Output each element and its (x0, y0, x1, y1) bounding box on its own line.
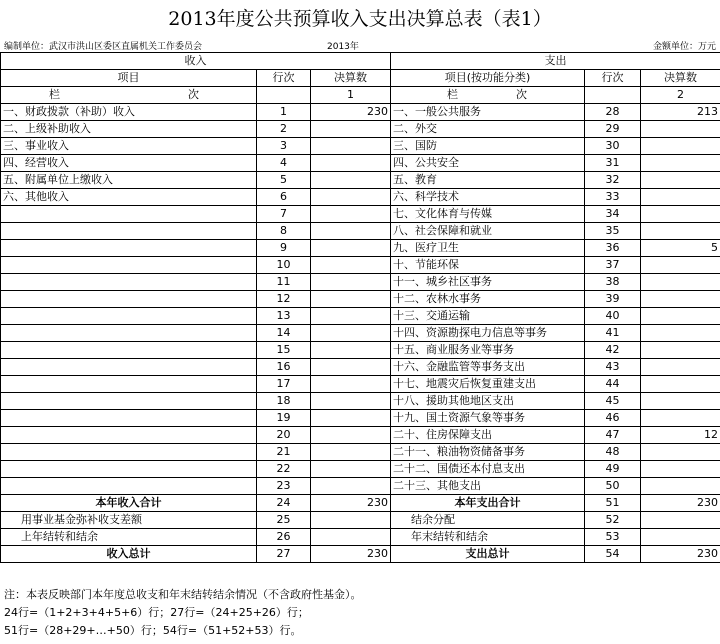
expense-item-cell: 本年支出合计 (391, 495, 585, 512)
table-row (1, 274, 720, 291)
income-amount-cell: 230 (311, 495, 391, 512)
expense-amount-cell (641, 121, 720, 138)
expense-item-cell: 二十二、国债还本付息支出 (391, 461, 585, 478)
income-row-no-cell: 10 (257, 257, 311, 274)
income-section-header: 收入 (1, 53, 391, 70)
expense-amount-cell (641, 376, 720, 393)
income-row-no-cell: 25 (257, 512, 311, 529)
table-row (1, 478, 720, 495)
income-lan-ci-cell (1, 87, 257, 104)
income-item-cell (1, 325, 257, 342)
table-row (1, 257, 720, 274)
income-row-no-cell: 18 (257, 393, 311, 410)
expense-row-no-cell: 31 (585, 155, 641, 172)
budget-table (0, 52, 720, 563)
income-item-header: 项目 (1, 70, 257, 87)
income-row-no-cell: 12 (257, 291, 311, 308)
expense-row-no-cell: 43 (585, 359, 641, 376)
income-item-cell: 三、事业收入 (1, 138, 257, 155)
expense-row-no-cell: 41 (585, 325, 641, 342)
expense-amount-cell: 5 (641, 240, 720, 257)
expense-amount-cell: 213 (641, 104, 720, 121)
lan-label: 栏 (49, 88, 60, 101)
table-row (1, 495, 720, 512)
expense-amount-cell (641, 410, 720, 427)
income-item-cell: 上年结转和结余 (1, 529, 257, 546)
expense-item-cell: 支出总计 (391, 546, 585, 563)
expense-amount-cell: 230 (641, 495, 720, 512)
expense-amount-header: 决算数 (641, 70, 720, 87)
table-row (1, 546, 720, 563)
expense-row-no-cell: 33 (585, 189, 641, 206)
expense-row-no-cell: 53 (585, 529, 641, 546)
table-row (1, 172, 720, 189)
income-item-cell (1, 410, 257, 427)
income-amount-cell (311, 359, 391, 376)
expense-item-cell: 七、文化体育与传媒 (391, 206, 585, 223)
amount-unit: 金额单位：万元 (652, 42, 716, 52)
expense-row-no-cell: 46 (585, 410, 641, 427)
income-row-no-cell: 7 (257, 206, 311, 223)
income-amount-cell (311, 461, 391, 478)
table-row (1, 308, 720, 325)
income-item-cell: 本年收入合计 (1, 495, 257, 512)
expense-row-no-cell: 38 (585, 274, 641, 291)
income-row-no-cell: 21 (257, 444, 311, 461)
expense-item-cell: 八、社会保障和就业 (391, 223, 585, 240)
ci-label: 次 (516, 88, 527, 101)
income-row-no-cell: 1 (257, 104, 311, 121)
income-amount-cell (311, 393, 391, 410)
table-row (1, 189, 720, 206)
expense-item-cell: 十四、资源勘探电力信息等事务 (391, 325, 585, 342)
expense-item-cell: 一、一般公共服务 (391, 104, 585, 121)
income-row-no-cell: 9 (257, 240, 311, 257)
income-row-no-cell: 16 (257, 359, 311, 376)
income-row-no-cell: 27 (257, 546, 311, 563)
expense-item-cell: 五、教育 (391, 172, 585, 189)
expense-amount-cell (641, 393, 720, 410)
report-year: 2013年 (327, 42, 359, 52)
table-row (1, 223, 720, 240)
table-row (1, 104, 720, 121)
income-item-cell (1, 393, 257, 410)
income-row-no-cell: 13 (257, 308, 311, 325)
expense-row-no-cell: 34 (585, 206, 641, 223)
expense-amount-cell (641, 206, 720, 223)
table-row (1, 138, 720, 155)
income-item-cell (1, 257, 257, 274)
expense-item-cell: 年末结转和结余 (391, 529, 585, 546)
expense-row-no-cell: 51 (585, 495, 641, 512)
ci-label: 次 (188, 88, 199, 101)
income-item-cell: 五、附属单位上缴收入 (1, 172, 257, 189)
expense-item-cell: 十一、城乡社区事务 (391, 274, 585, 291)
income-item-cell (1, 240, 257, 257)
expense-amount-cell (641, 223, 720, 240)
income-row-no-cell: 14 (257, 325, 311, 342)
table-row (1, 427, 720, 444)
expense-row-no-cell: 35 (585, 223, 641, 240)
expense-row-no-header: 行次 (585, 70, 641, 87)
income-amount-cell (311, 529, 391, 546)
expense-amount-cell (641, 274, 720, 291)
expense-row-no-cell: 54 (585, 546, 641, 563)
expense-amount-cell (641, 359, 720, 376)
table-row (1, 359, 720, 376)
expense-item-cell: 三、国防 (391, 138, 585, 155)
expense-row-no-cell: 50 (585, 478, 641, 495)
income-row-no-cell: 8 (257, 223, 311, 240)
expense-row-no-cell: 42 (585, 342, 641, 359)
expense-item-cell: 十八、援助其他地区支出 (391, 393, 585, 410)
income-amount-cell (311, 427, 391, 444)
income-amount-cell (311, 223, 391, 240)
income-amount-cell (311, 512, 391, 529)
expense-amount-cell (641, 155, 720, 172)
expense-row-no-cell: 37 (585, 257, 641, 274)
expense-amount-cell (641, 444, 720, 461)
expense-amount-cell (641, 512, 720, 529)
expense-item-cell: 二、外交 (391, 121, 585, 138)
income-row-no-cell: 3 (257, 138, 311, 155)
income-item-cell (1, 359, 257, 376)
expense-item-cell: 二十一、粮油物资储备事务 (391, 444, 585, 461)
income-row-no-cell: 2 (257, 121, 311, 138)
expense-amount-cell (641, 291, 720, 308)
income-col-index: 1 (311, 87, 391, 104)
income-row-no-cell: 17 (257, 376, 311, 393)
table-row (1, 444, 720, 461)
note-line: 注：本表反映部门本年度总收支和年末结转结余情况（不含政府性基金）。 (4, 588, 362, 601)
expense-row-no-cell: 39 (585, 291, 641, 308)
income-amount-cell (311, 291, 391, 308)
expense-item-cell: 结余分配 (391, 512, 585, 529)
income-row-no-cell: 23 (257, 478, 311, 495)
income-row-no-cell: 22 (257, 461, 311, 478)
income-item-cell: 二、上级补助收入 (1, 121, 257, 138)
expense-amount-cell (641, 308, 720, 325)
table-row (1, 342, 720, 359)
income-row-no-cell: 26 (257, 529, 311, 546)
table-row (1, 206, 720, 223)
expense-amount-cell (641, 189, 720, 206)
expense-row-no-cell: 36 (585, 240, 641, 257)
table-row (1, 376, 720, 393)
income-amount-header: 决算数 (311, 70, 391, 87)
expense-amount-cell: 12 (641, 427, 720, 444)
expense-item-cell: 六、科学技术 (391, 189, 585, 206)
income-row-no-cell: 20 (257, 427, 311, 444)
income-row-no-cell: 11 (257, 274, 311, 291)
income-amount-cell (311, 325, 391, 342)
income-item-cell (1, 444, 257, 461)
expense-item-cell: 十二、农林水事务 (391, 291, 585, 308)
expense-row-no-cell: 40 (585, 308, 641, 325)
income-amount-cell (311, 478, 391, 495)
table-row (1, 393, 720, 410)
expense-item-cell: 十五、商业服务业等事务 (391, 342, 585, 359)
income-item-cell (1, 478, 257, 495)
empty-cell (585, 87, 641, 104)
expense-item-cell: 十七、地震灾后恢复重建支出 (391, 376, 585, 393)
income-amount-cell (311, 376, 391, 393)
income-amount-cell (311, 155, 391, 172)
income-amount-cell (311, 308, 391, 325)
preparing-unit: 编制单位：武汉市洪山区委区直属机关工作委员会 (4, 42, 203, 52)
expense-amount-cell: 230 (641, 546, 720, 563)
income-row-no-cell: 6 (257, 189, 311, 206)
table-row (1, 461, 720, 478)
expense-row-no-cell: 48 (585, 444, 641, 461)
income-amount-cell (311, 342, 391, 359)
income-item-cell (1, 291, 257, 308)
column-index-row (1, 87, 720, 104)
income-row-no-cell: 24 (257, 495, 311, 512)
income-item-cell (1, 223, 257, 240)
expense-amount-cell (641, 257, 720, 274)
expense-item-cell: 十九、国土资源气象等事务 (391, 410, 585, 427)
expense-row-no-cell: 49 (585, 461, 641, 478)
expense-row-no-cell: 52 (585, 512, 641, 529)
expense-amount-cell (641, 529, 720, 546)
income-amount-cell (311, 257, 391, 274)
income-amount-cell: 230 (311, 104, 391, 121)
expense-item-header: 项目(按功能分类) (391, 70, 585, 87)
note-line: 24行=（1+2+3+4+5+6）行；27行=（24+25+26）行； (4, 606, 309, 619)
income-item-cell (1, 461, 257, 478)
income-amount-cell (311, 172, 391, 189)
income-item-cell: 四、经营收入 (1, 155, 257, 172)
expense-row-no-cell: 47 (585, 427, 641, 444)
income-item-cell: 收入总计 (1, 546, 257, 563)
income-row-no-cell: 4 (257, 155, 311, 172)
expense-lan-ci-cell (391, 87, 585, 104)
note-line: 51行=（28+29+…+50）行；54行=（51+52+53）行。 (4, 624, 302, 637)
expense-item-cell: 二十、住房保障支出 (391, 427, 585, 444)
income-amount-cell (311, 274, 391, 291)
income-amount-cell: 230 (311, 546, 391, 563)
income-row-no-header: 行次 (257, 70, 311, 87)
income-amount-cell (311, 189, 391, 206)
expense-item-cell: 十六、金融监管等事务支出 (391, 359, 585, 376)
table-row (1, 410, 720, 427)
income-row-no-cell: 19 (257, 410, 311, 427)
expense-amount-cell (641, 342, 720, 359)
expense-amount-cell (641, 478, 720, 495)
income-amount-cell (311, 444, 391, 461)
income-amount-cell (311, 206, 391, 223)
expense-row-no-cell: 32 (585, 172, 641, 189)
income-row-no-cell: 5 (257, 172, 311, 189)
income-item-cell (1, 206, 257, 223)
expense-row-no-cell: 44 (585, 376, 641, 393)
expense-row-no-cell: 30 (585, 138, 641, 155)
income-amount-cell (311, 138, 391, 155)
column-header-row (1, 70, 720, 87)
lan-label: 栏 (447, 88, 458, 101)
income-amount-cell (311, 410, 391, 427)
expense-row-no-cell: 45 (585, 393, 641, 410)
expense-item-cell: 四、公共安全 (391, 155, 585, 172)
table-row (1, 529, 720, 546)
income-item-cell (1, 376, 257, 393)
empty-cell (257, 87, 311, 104)
table-notes (4, 586, 362, 640)
expense-item-cell: 十三、交通运输 (391, 308, 585, 325)
expense-col-index: 2 (641, 87, 720, 104)
expense-item-cell: 十、节能环保 (391, 257, 585, 274)
income-row-no-cell: 15 (257, 342, 311, 359)
expense-item-cell: 二十三、其他支出 (391, 478, 585, 495)
income-item-cell (1, 342, 257, 359)
expense-item-cell: 九、医疗卫生 (391, 240, 585, 257)
report-title: 2013年度公共预算收入支出决算总表（表1） (168, 8, 552, 30)
income-item-cell (1, 274, 257, 291)
expense-row-no-cell: 29 (585, 121, 641, 138)
income-item-cell (1, 308, 257, 325)
section-header-row (1, 53, 720, 70)
expense-row-no-cell: 28 (585, 104, 641, 121)
table-row (1, 155, 720, 172)
expense-section-header: 支出 (391, 53, 720, 70)
income-item-cell (1, 427, 257, 444)
income-item-cell: 六、其他收入 (1, 189, 257, 206)
expense-amount-cell (641, 172, 720, 189)
table-row (1, 325, 720, 342)
expense-amount-cell (641, 138, 720, 155)
table-row (1, 240, 720, 257)
table-row (1, 512, 720, 529)
income-amount-cell (311, 240, 391, 257)
income-item-cell: 一、财政拨款（补助）收入 (1, 104, 257, 121)
table-row (1, 291, 720, 308)
expense-amount-cell (641, 325, 720, 342)
income-amount-cell (311, 121, 391, 138)
expense-amount-cell (641, 461, 720, 478)
table-row (1, 121, 720, 138)
income-item-cell: 用事业基金弥补收支差额 (1, 512, 257, 529)
